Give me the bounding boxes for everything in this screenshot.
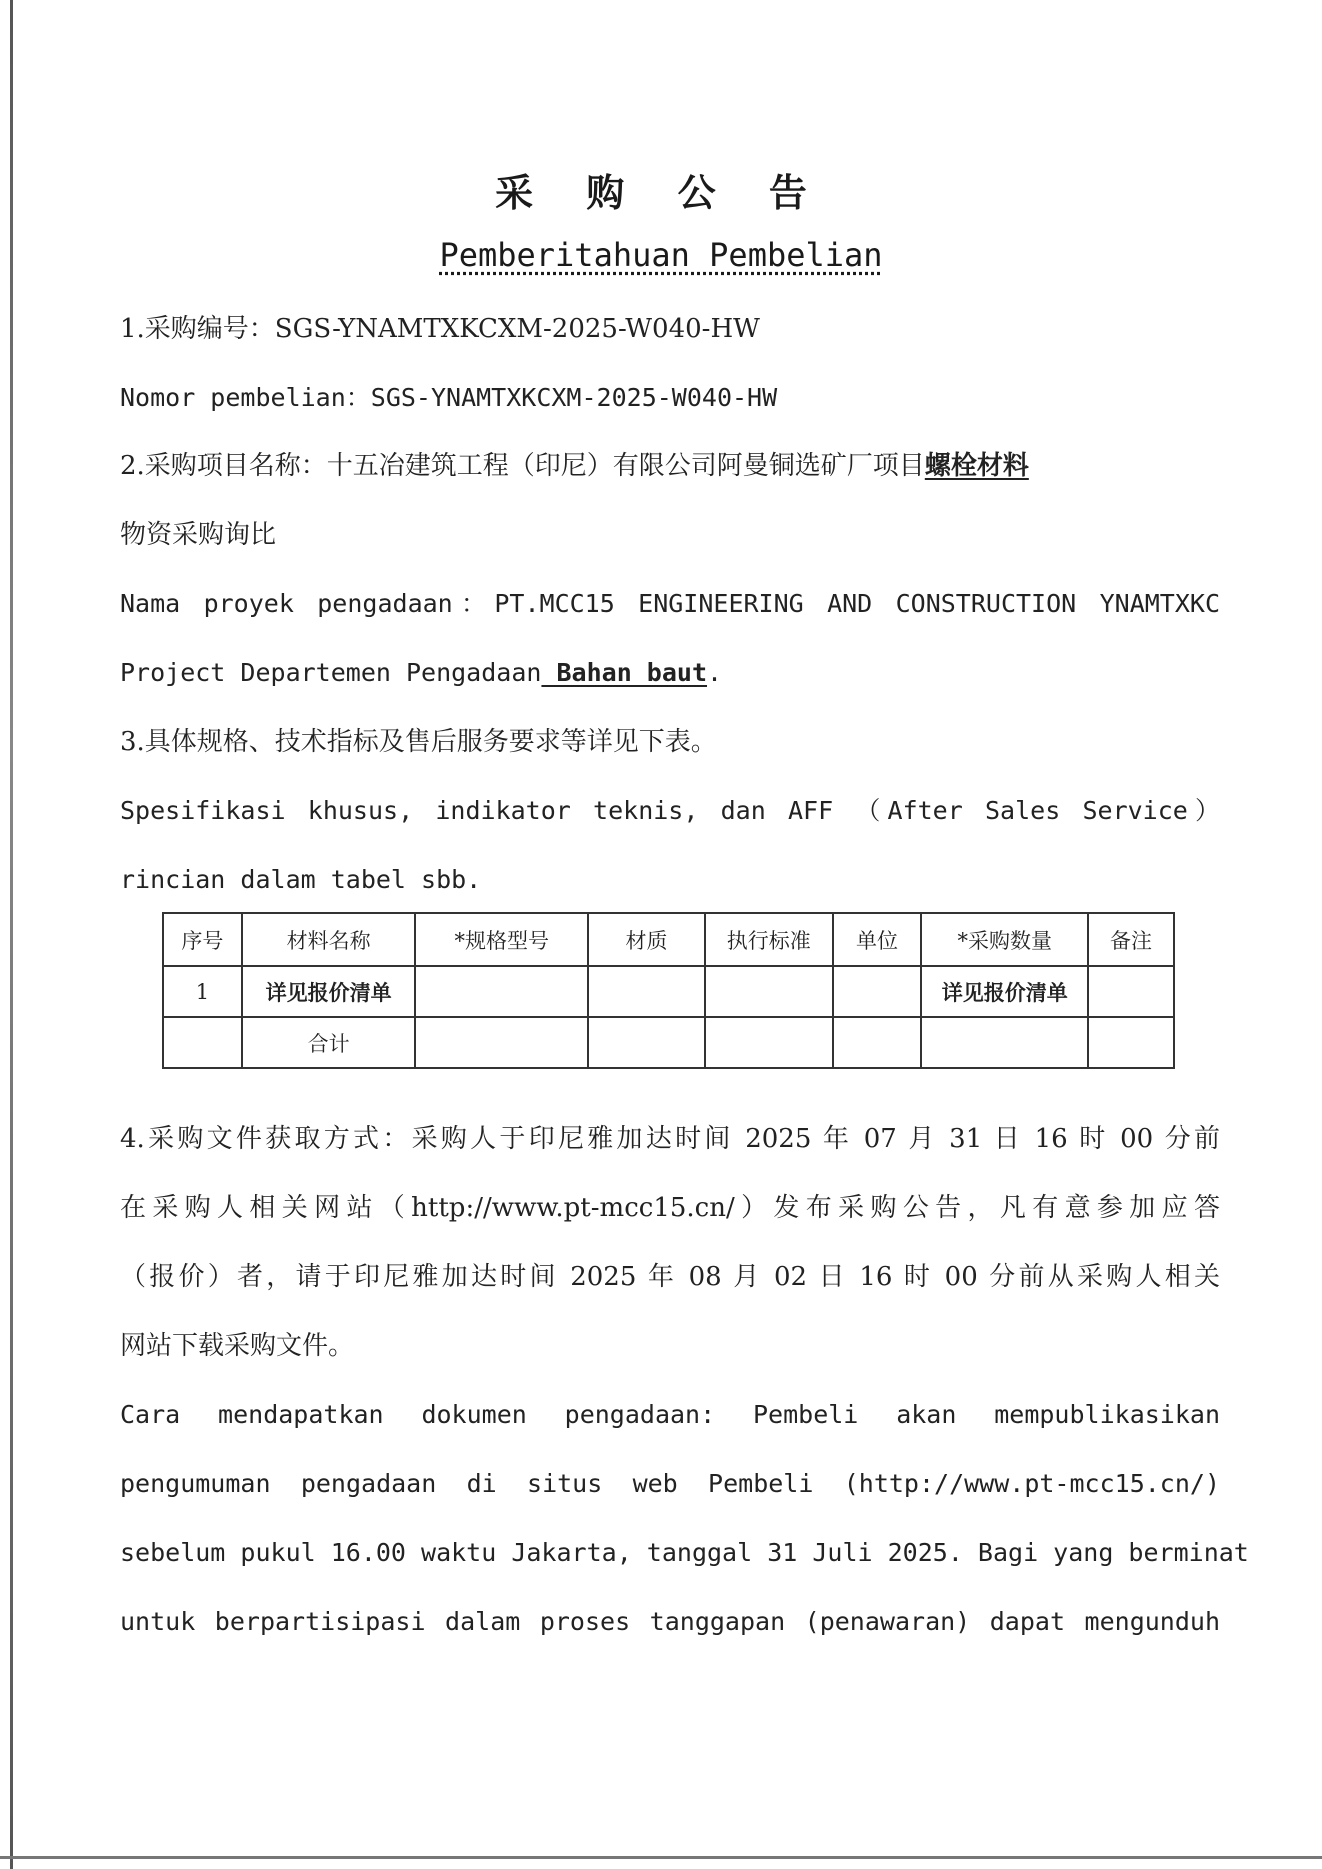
project-name-id-prefix: Project Departemen Pengadaan bbox=[120, 658, 542, 687]
acquisition-cn-line1: 4.采购文件获取方式：采购人于印尼雅加达时间 2025 年 07 月 31 日 16 时 00 分前 bbox=[120, 1124, 1220, 1154]
header-unit: 单位 bbox=[833, 913, 922, 966]
cell-quantity bbox=[921, 1017, 1088, 1068]
project-name-id-highlight: Bahan baut bbox=[541, 658, 708, 687]
cell-material-name: 详见报价清单 bbox=[242, 966, 416, 1017]
cell-spec-model bbox=[415, 1017, 588, 1068]
cell-index bbox=[163, 1017, 242, 1068]
header-material: 材质 bbox=[588, 913, 705, 966]
cell-remarks bbox=[1088, 1017, 1174, 1068]
header-remarks: 备注 bbox=[1088, 913, 1174, 966]
project-name-cn-prefix: 2.采购项目名称：十五冶建筑工程（印尼）有限公司阿曼铜选矿厂项目 bbox=[120, 451, 925, 481]
header-standard: 执行标准 bbox=[705, 913, 833, 966]
header-spec-model: *规格型号 bbox=[415, 913, 588, 966]
acquisition-id-line1: Cara mendapatkan dokumen pengadaan: Pembeli akan mempublikasikan bbox=[120, 1400, 1220, 1429]
spec-note-cn: 3.具体规格、技术指标及售后服务要求等详见下表。 bbox=[120, 727, 717, 757]
purchase-number-id: Nomor pembelian：SGS-YNAMTXKCXM-2025-W040-HW bbox=[120, 383, 778, 412]
acquisition-cn-line2: 在采购人相关网站（http://www.pt-mcc15.cn/）发布采购公告，凡有意参加应答 bbox=[120, 1193, 1220, 1223]
cell-standard bbox=[705, 966, 833, 1017]
spec-note-id-line2: rincian dalam tabel sbb. bbox=[120, 865, 482, 894]
table-header-row bbox=[163, 913, 1174, 966]
spec-note-id-line1: Spesifikasi khusus, indikator teknis, dan AFF （After Sales Service） bbox=[120, 796, 1220, 825]
header-index: 序号 bbox=[163, 913, 242, 966]
acquisition-id-line4: untuk berpartisipasi dalam proses tanggapan (penawaran) dapat mengunduh bbox=[120, 1607, 1220, 1636]
cell-material bbox=[588, 1017, 705, 1068]
cell-unit bbox=[833, 1017, 922, 1068]
acquisition-id-line2: pengumuman pengadaan di situs web Pembeli (http://www.pt-mcc15.cn/) bbox=[120, 1469, 1220, 1498]
cell-remarks bbox=[1088, 966, 1174, 1017]
purchase-number-cn: 1.采购编号：SGS-YNAMTXKCXM-2025-W040-HW bbox=[120, 314, 760, 344]
table-total-row bbox=[163, 1017, 1174, 1068]
material-table bbox=[162, 912, 1175, 1069]
table-row bbox=[163, 966, 1174, 1017]
project-name-cn bbox=[120, 449, 1220, 483]
acquisition-id-line3: sebelum pukul 16.00 waktu Jakarta, tanggal 31 Juli 2025. Bagi yang berminat bbox=[120, 1538, 1249, 1567]
title-chinese: 采 购 公 告 bbox=[495, 170, 827, 215]
cell-total-label: 合计 bbox=[242, 1017, 416, 1068]
project-name-cn-highlight: 螺栓材料 bbox=[924, 451, 1029, 481]
acquisition-cn-line3: （报价）者，请于印尼雅加达时间 2025 年 08 月 02 日 16 时 00 分前从采购人相关 bbox=[120, 1262, 1220, 1292]
header-quantity: *采购数量 bbox=[921, 913, 1088, 966]
cell-unit bbox=[833, 966, 922, 1017]
cell-spec-model bbox=[415, 966, 588, 1017]
title-indonesian-text: Pemberitahuan Pembelian bbox=[439, 236, 883, 274]
acquisition-cn-line4: 网站下载采购文件。 bbox=[120, 1331, 355, 1361]
scan-edge-bottom bbox=[0, 1856, 1322, 1859]
header-material-name: 材料名称 bbox=[242, 913, 416, 966]
cell-standard bbox=[705, 1017, 833, 1068]
cell-index: 1 bbox=[163, 966, 242, 1017]
project-name-id-line1: Nama proyek pengadaan：PT.MCC15 ENGINEERING AND CONSTRUCTION YNAMTXKC bbox=[120, 589, 1220, 618]
cell-material bbox=[588, 966, 705, 1017]
project-name-id-line2 bbox=[120, 656, 1220, 690]
scan-edge-left bbox=[10, 0, 13, 1869]
title-indonesian bbox=[0, 236, 1322, 274]
project-name-cn-line2: 物资采购询比 bbox=[120, 520, 277, 550]
project-name-id-suffix: . bbox=[707, 658, 723, 687]
cell-quantity: 详见报价清单 bbox=[921, 966, 1088, 1017]
